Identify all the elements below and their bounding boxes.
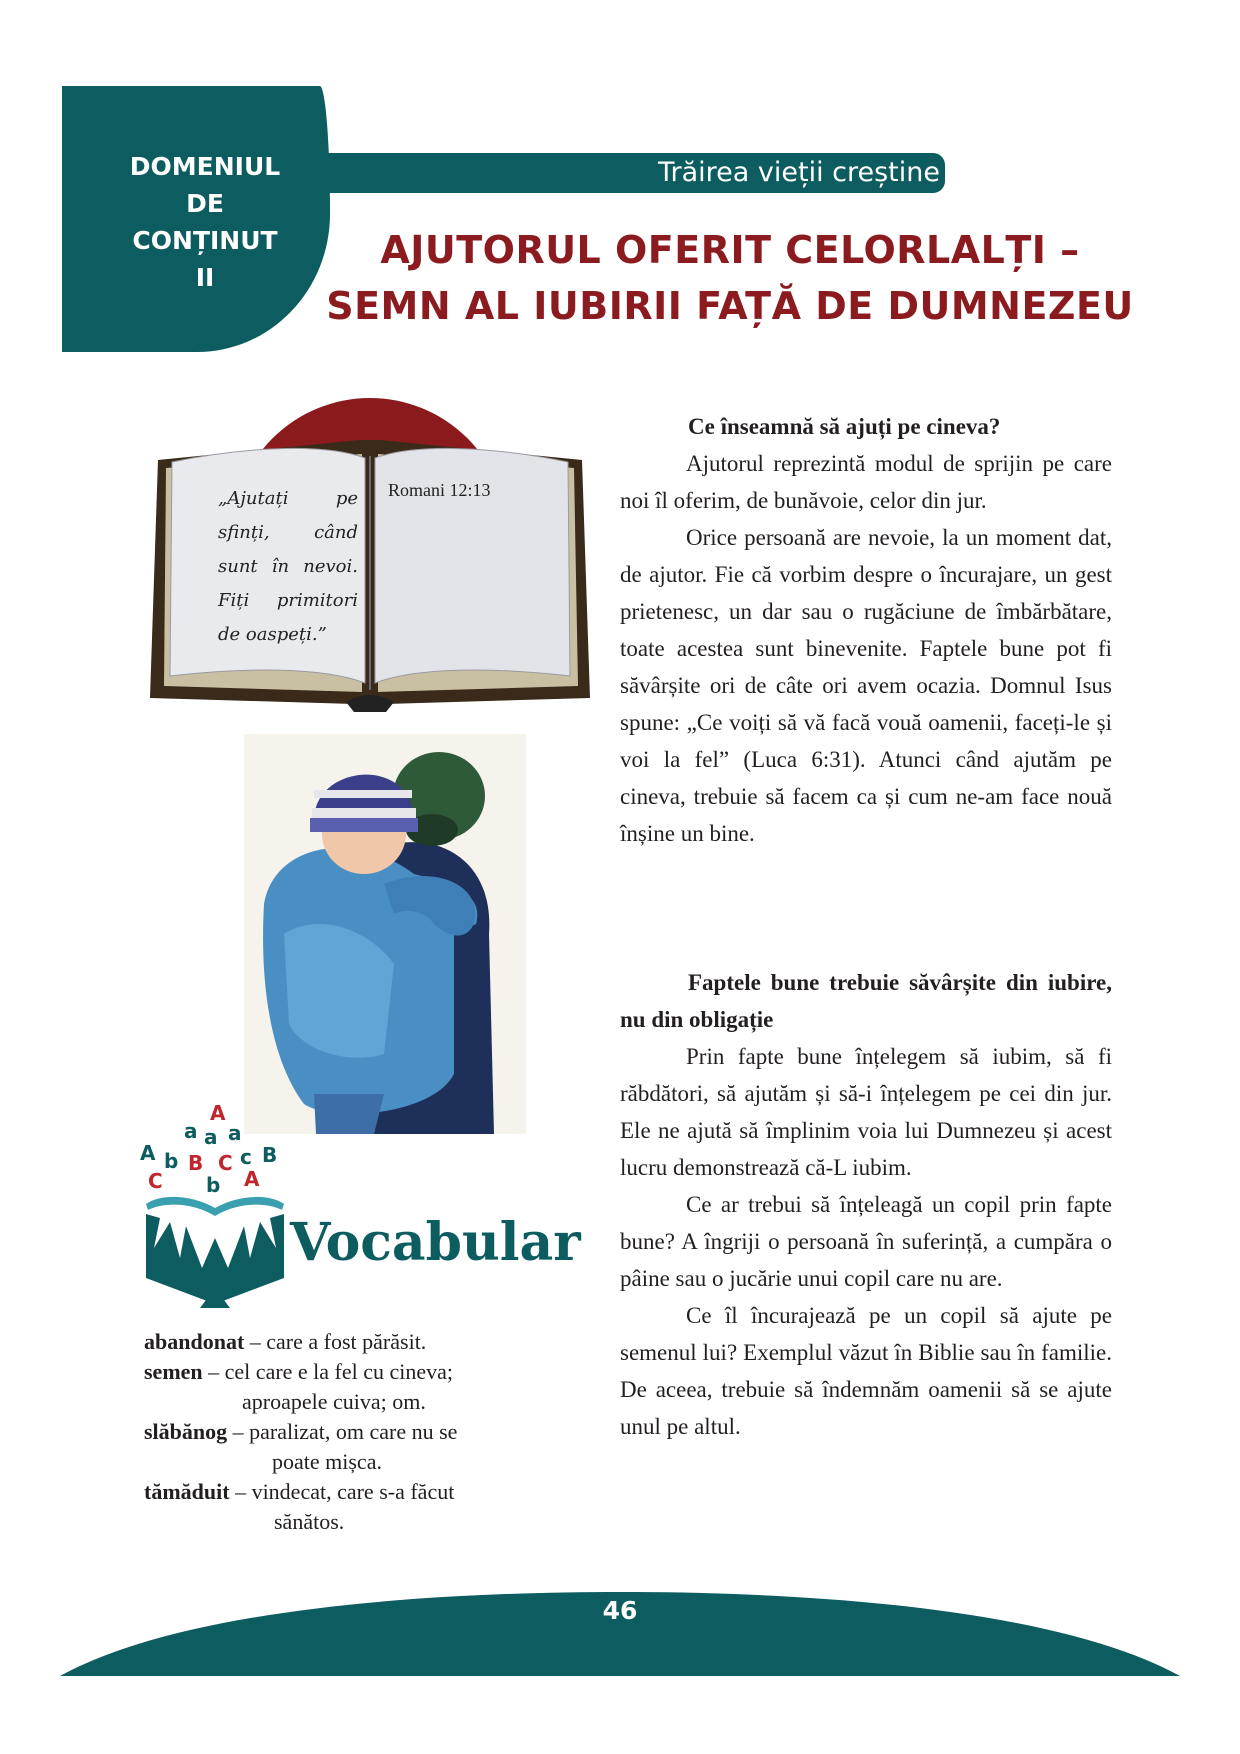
vocabulary-term: abandonat — [144, 1329, 245, 1354]
vocabulary-heading: Vocabular — [290, 1212, 581, 1273]
vocabulary-definition: – paralizat, om care nu se — [232, 1419, 458, 1444]
logo-letter: A — [244, 1167, 260, 1191]
domain-line: CONȚINUT — [132, 226, 278, 255]
domain-label — [110, 148, 300, 296]
children-hugging-photo — [244, 734, 526, 1134]
topic-label: Trăirea vieții creștine — [657, 157, 940, 188]
logo-letter: C — [148, 1169, 163, 1193]
logo-letter: b — [206, 1173, 221, 1197]
bible-verse: „Ajutați pe sfinți, când sunt în nevoi. Fiți primitori de oaspeți.” — [218, 488, 358, 645]
vocabulary-entry — [144, 1417, 584, 1477]
logo-letter: a — [228, 1121, 242, 1145]
logo-letter: b — [164, 1149, 179, 1173]
title-line-2: SEMN AL IUBIRII FAȚĂ DE DUMNEZEU — [326, 284, 1134, 328]
verse-reference: Romani 12:13 — [388, 480, 491, 500]
logo-letter: B — [262, 1143, 278, 1167]
logo-letter: A — [210, 1101, 226, 1125]
vocabulary-definition: – cel care e la fel cu cineva; — [208, 1359, 454, 1384]
logo-letter: c — [240, 1145, 252, 1169]
logo-letter: C — [218, 1151, 233, 1175]
section-good-deeds — [620, 964, 1112, 1445]
domain-line: DE — [186, 189, 224, 218]
paragraph: Ce îl încurajează pe un copil să ajute pe semenul lui? Exemplul văzut în Biblie sau în familie. De aceea, trebuie să îndemnăm oamenii să se ajute unul pe altul. — [620, 1303, 1112, 1439]
page-number: 46 — [602, 1596, 638, 1625]
vocabulary-definition: – care a fost părăsit. — [249, 1329, 427, 1354]
vocabulary-definition-continued: poate mișca. — [272, 1449, 382, 1474]
domain-line: DOMENIUL — [129, 152, 281, 181]
open-book-illustration — [150, 398, 590, 718]
vocabulary-list — [144, 1327, 584, 1537]
vocabulary-entry — [144, 1327, 584, 1357]
vocabulary-entry — [144, 1357, 584, 1417]
paragraph: Prin fapte bune înțelegem să iubim, să fi răbdători, să ajutăm și să-i înțelegem pe cei din jur. Ele ne ajută să împlinim voia lui Dumnezeu și acest lucru demonstrează că-L iubim. — [620, 1044, 1112, 1180]
section-heading: Ce înseamnă să ajuți pe cineva? — [688, 414, 1001, 439]
logo-letter: A — [140, 1141, 156, 1165]
paragraph: Ajutorul reprezintă modul de sprijin pe care noi îl oferim, de bunăvoie, celor din jur. — [620, 451, 1112, 513]
page-title — [290, 222, 1170, 334]
vocabulary-definition-continued: sănătos. — [274, 1509, 345, 1534]
logo-letter: a — [204, 1125, 218, 1149]
logo-letter: B — [188, 1151, 204, 1175]
vocabulary-logo — [140, 1098, 290, 1316]
vocabulary-definition-continued: aproapele cuiva; om. — [242, 1389, 426, 1414]
vocabulary-term: semen — [144, 1359, 203, 1384]
paragraph: Ce ar trebui să înțeleagă un copil prin fapte bune? A îngriji o persoană în suferință, a cumpăra o pâine sau o jucărie unui copil care nu are. — [620, 1192, 1112, 1291]
vocabulary-term: tămăduit — [144, 1479, 230, 1504]
section-heading: Faptele bune trebuie săvârșite din iubire, nu din obligație — [620, 970, 1112, 1032]
section-what-is-helping — [620, 408, 1112, 852]
vocabulary-entry — [144, 1477, 584, 1537]
vocabulary-definition: – vindecat, care s-a făcut — [235, 1479, 455, 1504]
title-line-1: AJUTORUL OFERIT CELORLALȚI – — [380, 228, 1080, 272]
paragraph: Orice persoană are nevoie, la un moment dat, de ajutor. Fie că vorbim despre o încurajare, un gest prietenesc, un dar sau o rugăciune de îmbărbătare, toate acestea sunt binevenite. Faptele bune pot fi săvârșite ori de câte ori avem ocazia. Domnul Isus spune: „Ce voiți să vă facă vouă oamenii, faceți-le și voi la fel” (Luca 6:31). Atunci când ajutăm pe cineva, trebuie să facem ca și cum ne-am face nouă înșine un bine. — [620, 525, 1112, 846]
vocabulary-term: slăbănog — [144, 1419, 228, 1444]
domain-line: II — [195, 263, 215, 292]
logo-letter: a — [184, 1119, 198, 1143]
